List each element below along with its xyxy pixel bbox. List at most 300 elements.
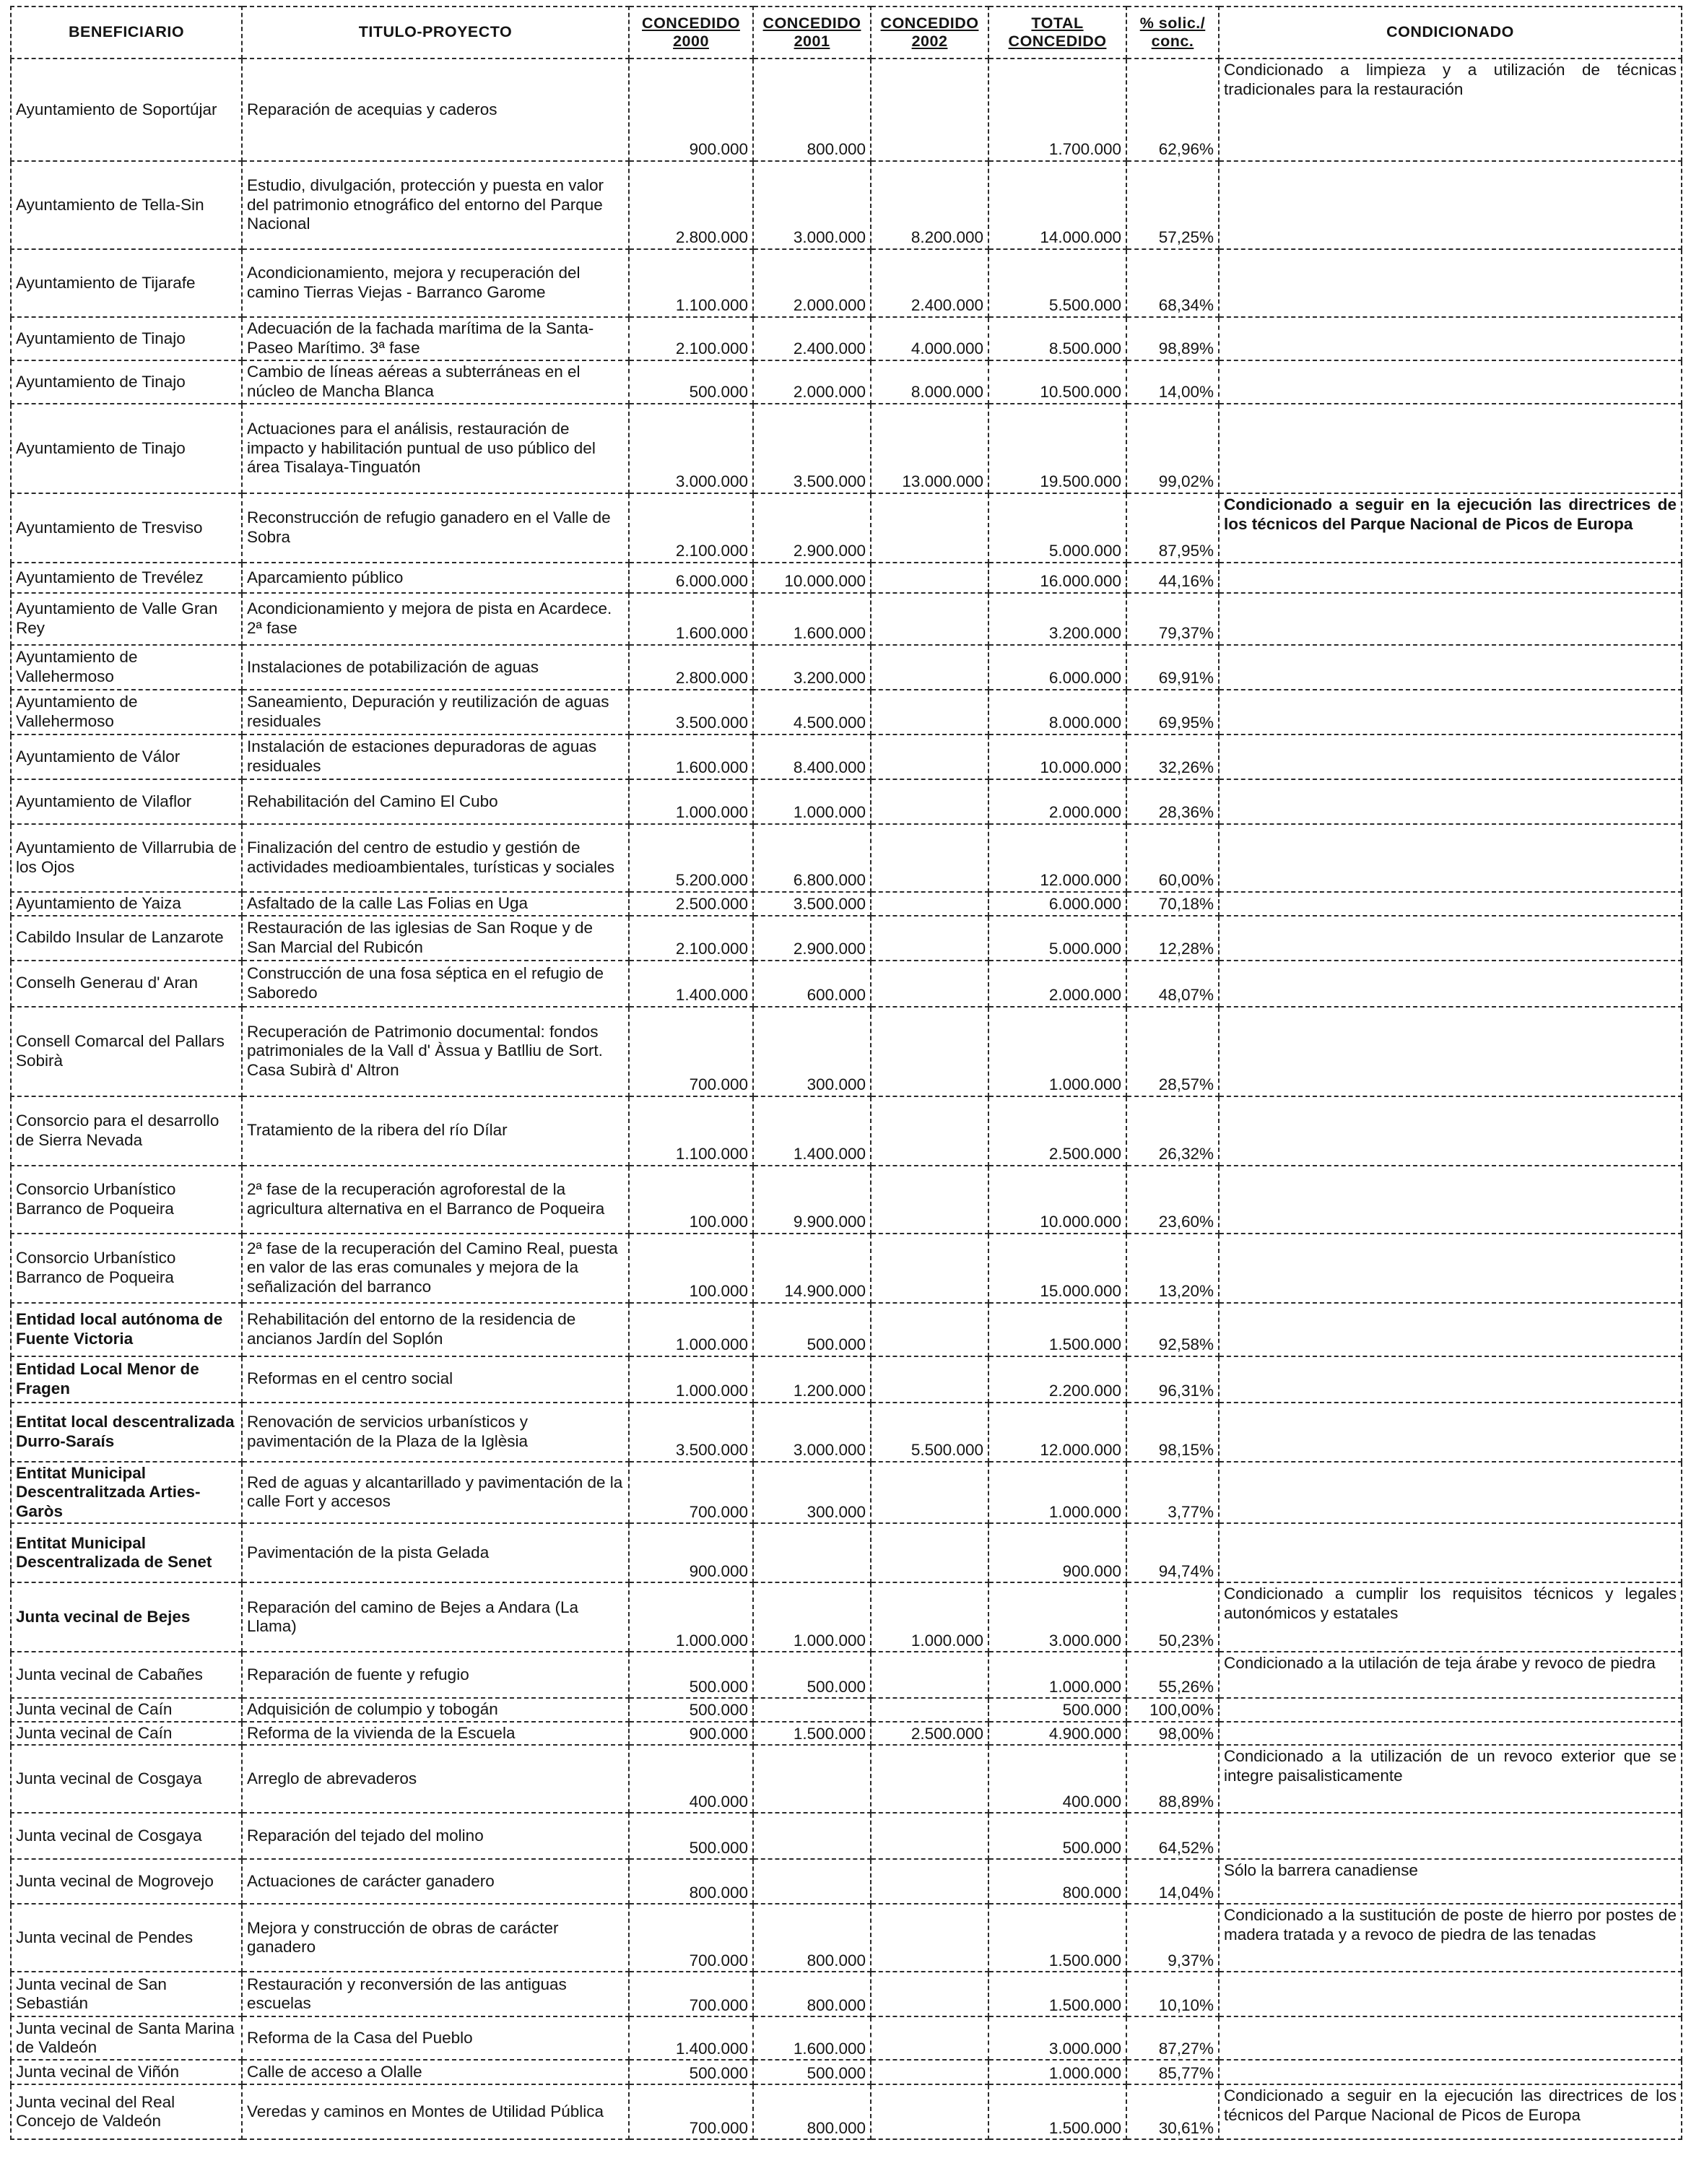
cell-titulo: Pavimentación de la pista Gelada <box>242 1523 629 1582</box>
cell-concedido-2001 <box>753 1859 871 1904</box>
cell-beneficiario: Junta vecinal de Cosgaya <box>11 1813 242 1859</box>
cell-total-concedido: 10.000.000 <box>988 734 1126 779</box>
cell-condicionado <box>1219 824 1682 892</box>
cell-concedido-2000: 700.000 <box>629 1904 753 1972</box>
cell-pct-solic: 64,52% <box>1126 1813 1219 1859</box>
cell-pct-solic: 26,32% <box>1126 1096 1219 1166</box>
table-row <box>11 404 1682 493</box>
cell-pct-solic: 98,15% <box>1126 1403 1219 1462</box>
table-row <box>11 1356 1682 1403</box>
cell-pct-solic: 13,20% <box>1126 1234 1219 1303</box>
cell-titulo: Asfaltado de la calle Las Folias en Uga <box>242 892 629 916</box>
cell-total-concedido: 15.000.000 <box>988 1234 1126 1303</box>
cell-concedido-2002 <box>871 1096 988 1166</box>
cell-concedido-2001: 800.000 <box>753 1904 871 1972</box>
cell-pct-solic: 68,34% <box>1126 249 1219 317</box>
cell-concedido-2000: 400.000 <box>629 1745 753 1813</box>
table-row <box>11 317 1682 360</box>
cell-titulo: Restauración de las iglesias de San Roque y de San Marcial del Rubicón <box>242 916 629 961</box>
cell-pct-solic: 98,00% <box>1126 1722 1219 1746</box>
cell-titulo: Reformas en el centro social <box>242 1356 629 1403</box>
cell-total-concedido: 5.000.000 <box>988 916 1126 961</box>
cell-concedido-2000: 700.000 <box>629 1007 753 1096</box>
table-row <box>11 645 1682 690</box>
cell-concedido-2000: 2.500.000 <box>629 892 753 916</box>
cell-concedido-2002 <box>871 1813 988 1859</box>
cell-concedido-2000: 1.600.000 <box>629 593 753 645</box>
cell-condicionado: Condicionado a la utilización de un revoco exterior que se integre paisalisticamente <box>1219 1745 1682 1813</box>
cell-condicionado: Condicionado a limpieza y a utilización de técnicas tradicionales para la restauración <box>1219 58 1682 161</box>
table-row <box>11 1859 1682 1904</box>
cell-pct-solic: 28,57% <box>1126 1007 1219 1096</box>
cell-total-concedido: 10.000.000 <box>988 1166 1126 1234</box>
cell-concedido-2000: 1.400.000 <box>629 961 753 1007</box>
cell-concedido-2000: 1.000.000 <box>629 1303 753 1356</box>
header-concedido-2000: CONCEDIDO 2000 <box>629 6 753 58</box>
header-total-concedido: TOTAL CONCEDIDO <box>988 6 1126 58</box>
cell-condicionado <box>1219 1096 1682 1166</box>
cell-pct-solic: 50,23% <box>1126 1582 1219 1652</box>
cell-pct-solic: 98,89% <box>1126 317 1219 360</box>
cell-beneficiario: Consorcio Urbanístico Barranco de Poqueira <box>11 1234 242 1303</box>
cell-concedido-2002 <box>871 493 988 563</box>
table-row <box>11 916 1682 961</box>
cell-concedido-2001 <box>753 1698 871 1722</box>
table-row <box>11 1303 1682 1356</box>
cell-condicionado: Condicionado a la utilación de teja árabe y revoco de piedra <box>1219 1652 1682 1698</box>
cell-condicionado <box>1219 593 1682 645</box>
cell-concedido-2002 <box>871 1234 988 1303</box>
cell-concedido-2000: 3.500.000 <box>629 1403 753 1462</box>
cell-titulo: Instalaciones de potabilización de aguas <box>242 645 629 690</box>
cell-pct-solic: 92,58% <box>1126 1303 1219 1356</box>
cell-concedido-2002: 2.400.000 <box>871 249 988 317</box>
cell-condicionado <box>1219 1007 1682 1096</box>
table-row <box>11 824 1682 892</box>
cell-concedido-2002 <box>871 916 988 961</box>
cell-condicionado <box>1219 1972 1682 2016</box>
cell-pct-solic: 23,60% <box>1126 1166 1219 1234</box>
cell-concedido-2000: 1.600.000 <box>629 734 753 779</box>
cell-condicionado: Condicionado a cumplir los requisitos técnicos y legales autonómicos y estatales <box>1219 1582 1682 1652</box>
cell-concedido-2002 <box>871 645 988 690</box>
cell-beneficiario: Junta vecinal de Caín <box>11 1698 242 1722</box>
cell-titulo: Reparación del camino de Bejes a Andara (La Llama) <box>242 1582 629 1652</box>
cell-beneficiario: Ayuntamiento de Tinajo <box>11 404 242 493</box>
cell-titulo: Reparación de fuente y refugio <box>242 1652 629 1698</box>
cell-beneficiario: Ayuntamiento de Tijarafe <box>11 249 242 317</box>
cell-titulo: Aparcamiento público <box>242 563 629 593</box>
cell-condicionado <box>1219 161 1682 249</box>
cell-concedido-2000: 500.000 <box>629 1652 753 1698</box>
cell-condicionado <box>1219 1462 1682 1524</box>
cell-concedido-2001: 1.600.000 <box>753 2016 871 2060</box>
cell-concedido-2002: 8.000.000 <box>871 360 988 404</box>
cell-concedido-2002 <box>871 1652 988 1698</box>
cell-concedido-2002 <box>871 779 988 824</box>
table-row <box>11 1813 1682 1859</box>
cell-concedido-2001: 1.200.000 <box>753 1356 871 1403</box>
cell-concedido-2002 <box>871 2084 988 2139</box>
cell-concedido-2002 <box>871 2016 988 2060</box>
cell-beneficiario: Ayuntamiento de Vallehermoso <box>11 645 242 690</box>
cell-beneficiario: Entitat local descentralizada Durro-Saraís <box>11 1403 242 1462</box>
cell-titulo: Instalación de estaciones depuradoras de aguas residuales <box>242 734 629 779</box>
cell-pct-solic: 3,77% <box>1126 1462 1219 1524</box>
cell-concedido-2000: 100.000 <box>629 1234 753 1303</box>
cell-titulo: Reconstrucción de refugio ganadero en el Valle de Sobra <box>242 493 629 563</box>
cell-concedido-2001: 600.000 <box>753 961 871 1007</box>
cell-beneficiario: Junta vecinal de Viñón <box>11 2060 242 2084</box>
cell-total-concedido: 2.500.000 <box>988 1096 1126 1166</box>
cell-total-concedido: 1.500.000 <box>988 1303 1126 1356</box>
cell-beneficiario: Junta vecinal de Santa Marina de Valdeón <box>11 2016 242 2060</box>
table-row <box>11 2060 1682 2084</box>
grant-rows <box>11 58 1682 2139</box>
header-beneficiario: BENEFICIARIO <box>11 6 242 58</box>
cell-concedido-2002 <box>871 563 988 593</box>
cell-concedido-2002 <box>871 58 988 161</box>
table-row <box>11 1166 1682 1234</box>
grant-table <box>10 6 1682 2140</box>
cell-titulo: Adquisición de columpio y tobogán <box>242 1698 629 1722</box>
table-row <box>11 58 1682 161</box>
cell-concedido-2001: 800.000 <box>753 2084 871 2139</box>
cell-concedido-2001: 300.000 <box>753 1007 871 1096</box>
cell-beneficiario: Entidad local autónoma de Fuente Victoria <box>11 1303 242 1356</box>
cell-condicionado: Condicionado a la sustitución de poste de hierro por postes de madera tratada y a revoco de piedra de las tenadas <box>1219 1904 1682 1972</box>
cell-titulo: Red de aguas y alcantarillado y pavimentación de la calle Fort y accesos <box>242 1462 629 1524</box>
cell-titulo: Actuaciones para el análisis, restauración de impacto y habilitación puntual de uso público del área Tisalaya-Tinguatón <box>242 404 629 493</box>
cell-titulo: Recuperación de Patrimonio documental: fondos patrimoniales de la Vall d' Àssua y Batlliu de Sort. Casa Subirà d' Altron <box>242 1007 629 1096</box>
cell-total-concedido: 1.700.000 <box>988 58 1126 161</box>
cell-concedido-2002: 13.000.000 <box>871 404 988 493</box>
cell-total-concedido: 10.500.000 <box>988 360 1126 404</box>
table-row <box>11 1745 1682 1813</box>
table-row <box>11 1698 1682 1722</box>
cell-titulo: Rehabilitación del entorno de la residencia de ancianos Jardín del Soplón <box>242 1303 629 1356</box>
table-row <box>11 2016 1682 2060</box>
cell-titulo: Reparación del tejado del molino <box>242 1813 629 1859</box>
header-condicionado: CONDICIONADO <box>1219 6 1682 58</box>
cell-concedido-2001: 3.000.000 <box>753 161 871 249</box>
cell-concedido-2002: 1.000.000 <box>871 1582 988 1652</box>
cell-pct-solic: 60,00% <box>1126 824 1219 892</box>
cell-total-concedido: 500.000 <box>988 1813 1126 1859</box>
cell-beneficiario: Entitat Municipal Descentralitzada Arties-Garòs <box>11 1462 242 1524</box>
cell-titulo: Saneamiento, Depuración y reutilización de aguas residuales <box>242 690 629 734</box>
cell-total-concedido: 1.000.000 <box>988 2060 1126 2084</box>
cell-concedido-2001: 2.000.000 <box>753 249 871 317</box>
cell-condicionado <box>1219 779 1682 824</box>
cell-concedido-2001: 1.400.000 <box>753 1096 871 1166</box>
cell-titulo: Renovación de servicios urbanísticos y pavimentación de la Plaza de la Iglèsia <box>242 1403 629 1462</box>
cell-concedido-2001: 1.600.000 <box>753 593 871 645</box>
table-row <box>11 892 1682 916</box>
header-concedido-2001: CONCEDIDO 2001 <box>753 6 871 58</box>
cell-concedido-2002 <box>871 593 988 645</box>
cell-total-concedido: 5.000.000 <box>988 493 1126 563</box>
table-row <box>11 1652 1682 1698</box>
cell-concedido-2002 <box>871 2060 988 2084</box>
cell-condicionado <box>1219 1523 1682 1582</box>
cell-concedido-2000: 100.000 <box>629 1166 753 1234</box>
cell-concedido-2001: 3.000.000 <box>753 1403 871 1462</box>
cell-concedido-2000: 2.800.000 <box>629 161 753 249</box>
cell-pct-solic: 14,00% <box>1126 360 1219 404</box>
header-concedido-2002: CONCEDIDO 2002 <box>871 6 988 58</box>
cell-condicionado <box>1219 1403 1682 1462</box>
table-row <box>11 1462 1682 1524</box>
cell-titulo: 2ª fase de la recuperación agroforestal de la agricultura alternativa en el Barranco de Poqueira <box>242 1166 629 1234</box>
cell-beneficiario: Junta vecinal de Mogrovejo <box>11 1859 242 1904</box>
cell-pct-solic: 70,18% <box>1126 892 1219 916</box>
cell-titulo: Actuaciones de carácter ganadero <box>242 1859 629 1904</box>
table-row <box>11 734 1682 779</box>
cell-beneficiario: Ayuntamiento de Tinajo <box>11 360 242 404</box>
table-row <box>11 1096 1682 1166</box>
cell-pct-solic: 79,37% <box>1126 593 1219 645</box>
cell-total-concedido: 3.000.000 <box>988 1582 1126 1652</box>
cell-beneficiario: Junta vecinal de Bejes <box>11 1582 242 1652</box>
cell-concedido-2002 <box>871 892 988 916</box>
table-row <box>11 1523 1682 1582</box>
cell-beneficiario: Consell Comarcal del Pallars Sobirà <box>11 1007 242 1096</box>
cell-total-concedido: 1.500.000 <box>988 1904 1126 1972</box>
cell-beneficiario: Ayuntamiento de Válor <box>11 734 242 779</box>
cell-concedido-2002: 4.000.000 <box>871 317 988 360</box>
cell-condicionado: Sólo la barrera canadiense <box>1219 1859 1682 1904</box>
cell-condicionado <box>1219 645 1682 690</box>
cell-condicionado <box>1219 249 1682 317</box>
cell-total-concedido: 2.000.000 <box>988 779 1126 824</box>
cell-concedido-2002 <box>871 1523 988 1582</box>
cell-pct-solic: 57,25% <box>1126 161 1219 249</box>
cell-concedido-2001: 3.500.000 <box>753 404 871 493</box>
cell-pct-solic: 30,61% <box>1126 2084 1219 2139</box>
cell-titulo: Acondicionamiento y mejora de pista en Acardece. 2ª fase <box>242 593 629 645</box>
cell-pct-solic: 94,74% <box>1126 1523 1219 1582</box>
cell-concedido-2000: 2.100.000 <box>629 317 753 360</box>
cell-total-concedido: 1.000.000 <box>988 1007 1126 1096</box>
table-row <box>11 1904 1682 1972</box>
cell-condicionado <box>1219 404 1682 493</box>
header-pct-solic: % solic./ conc. <box>1126 6 1219 58</box>
grant-table-sheet <box>10 6 1681 2140</box>
cell-concedido-2001: 6.800.000 <box>753 824 871 892</box>
cell-beneficiario: Entidad Local Menor de Fragen <box>11 1356 242 1403</box>
cell-total-concedido: 1.500.000 <box>988 1972 1126 2016</box>
cell-concedido-2002 <box>871 1007 988 1096</box>
cell-concedido-2000: 900.000 <box>629 1523 753 1582</box>
cell-concedido-2000: 500.000 <box>629 1813 753 1859</box>
cell-total-concedido: 6.000.000 <box>988 645 1126 690</box>
cell-condicionado: Condicionado a seguir en la ejecución las directrices de los técnicos del Parque Nacional de Picos de Europa <box>1219 493 1682 563</box>
cell-condicionado <box>1219 2016 1682 2060</box>
cell-concedido-2000: 1.100.000 <box>629 1096 753 1166</box>
cell-titulo: Construcción de una fosa séptica en el refugio de Saboredo <box>242 961 629 1007</box>
cell-beneficiario: Ayuntamiento de Vilaflor <box>11 779 242 824</box>
cell-concedido-2000: 500.000 <box>629 360 753 404</box>
cell-concedido-2002 <box>871 690 988 734</box>
cell-total-concedido: 12.000.000 <box>988 824 1126 892</box>
cell-concedido-2002 <box>871 734 988 779</box>
table-row <box>11 593 1682 645</box>
cell-total-concedido: 14.000.000 <box>988 161 1126 249</box>
cell-concedido-2001: 1.500.000 <box>753 1722 871 1746</box>
cell-condicionado <box>1219 690 1682 734</box>
cell-condicionado <box>1219 563 1682 593</box>
cell-titulo: Acondicionamiento, mejora y recuperación del camino Tierras Viejas - Barranco Garome <box>242 249 629 317</box>
cell-beneficiario: Ayuntamiento de Villarrubia de los Ojos <box>11 824 242 892</box>
cell-concedido-2001: 1.000.000 <box>753 1582 871 1652</box>
cell-beneficiario: Junta vecinal de Cosgaya <box>11 1745 242 1813</box>
table-row <box>11 1582 1682 1652</box>
cell-pct-solic: 55,26% <box>1126 1652 1219 1698</box>
table-row <box>11 1722 1682 1746</box>
cell-beneficiario: Consorcio Urbanístico Barranco de Poqueira <box>11 1166 242 1234</box>
cell-beneficiario: Consorcio para el desarrollo de Sierra Nevada <box>11 1096 242 1166</box>
cell-concedido-2000: 500.000 <box>629 1698 753 1722</box>
cell-titulo: 2ª fase de la recuperación del Camino Real, puesta en valor de las eras comunales y mejora de la señalización del barranco <box>242 1234 629 1303</box>
cell-total-concedido: 400.000 <box>988 1745 1126 1813</box>
cell-concedido-2001: 2.900.000 <box>753 916 871 961</box>
cell-pct-solic: 69,91% <box>1126 645 1219 690</box>
cell-concedido-2002 <box>871 1462 988 1524</box>
cell-pct-solic: 10,10% <box>1126 1972 1219 2016</box>
cell-total-concedido: 16.000.000 <box>988 563 1126 593</box>
cell-beneficiario: Entitat Municipal Descentralizada de Senet <box>11 1523 242 1582</box>
cell-beneficiario: Junta vecinal de Cabañes <box>11 1652 242 1698</box>
cell-concedido-2001: 800.000 <box>753 1972 871 2016</box>
cell-total-concedido: 3.000.000 <box>988 2016 1126 2060</box>
table-row <box>11 690 1682 734</box>
cell-pct-solic: 100,00% <box>1126 1698 1219 1722</box>
cell-condicionado <box>1219 1166 1682 1234</box>
cell-concedido-2000: 6.000.000 <box>629 563 753 593</box>
table-row <box>11 961 1682 1007</box>
cell-condicionado <box>1219 317 1682 360</box>
cell-condicionado <box>1219 1722 1682 1746</box>
cell-concedido-2001 <box>753 1813 871 1859</box>
cell-pct-solic: 87,27% <box>1126 2016 1219 2060</box>
table-row <box>11 563 1682 593</box>
cell-concedido-2002 <box>871 1745 988 1813</box>
header-row <box>11 6 1682 58</box>
cell-concedido-2000: 900.000 <box>629 58 753 161</box>
cell-concedido-2002: 8.200.000 <box>871 161 988 249</box>
cell-condicionado <box>1219 1234 1682 1303</box>
cell-concedido-2002 <box>871 1166 988 1234</box>
cell-beneficiario: Ayuntamiento de Valle Gran Rey <box>11 593 242 645</box>
cell-total-concedido: 1.000.000 <box>988 1462 1126 1524</box>
cell-concedido-2002 <box>871 1698 988 1722</box>
cell-concedido-2001: 2.000.000 <box>753 360 871 404</box>
cell-titulo: Calle de acceso a Olalle <box>242 2060 629 2084</box>
cell-beneficiario: Ayuntamiento de Vallehermoso <box>11 690 242 734</box>
cell-beneficiario: Ayuntamiento de Soportújar <box>11 58 242 161</box>
cell-concedido-2002 <box>871 1859 988 1904</box>
cell-concedido-2001: 800.000 <box>753 58 871 161</box>
cell-concedido-2001: 14.900.000 <box>753 1234 871 1303</box>
cell-titulo: Adecuación de la fachada marítima de la Santa-Paseo Marítimo. 3ª fase <box>242 317 629 360</box>
cell-beneficiario: Junta vecinal del Real Concejo de Valdeón <box>11 2084 242 2139</box>
cell-pct-solic: 99,02% <box>1126 404 1219 493</box>
cell-concedido-2002 <box>871 1356 988 1403</box>
cell-condicionado <box>1219 1698 1682 1722</box>
cell-titulo: Reparación de acequias y caderos <box>242 58 629 161</box>
cell-condicionado <box>1219 2060 1682 2084</box>
cell-total-concedido: 4.900.000 <box>988 1722 1126 1746</box>
cell-titulo: Veredas y caminos en Montes de Utilidad Pública <box>242 2084 629 2139</box>
cell-titulo: Restauración y reconversión de las antiguas escuelas <box>242 1972 629 2016</box>
cell-concedido-2000: 700.000 <box>629 1972 753 2016</box>
cell-concedido-2000: 1.000.000 <box>629 1582 753 1652</box>
cell-condicionado <box>1219 1356 1682 1403</box>
cell-concedido-2001: 10.000.000 <box>753 563 871 593</box>
cell-total-concedido: 900.000 <box>988 1523 1126 1582</box>
cell-beneficiario: Ayuntamiento de Tella-Sin <box>11 161 242 249</box>
cell-pct-solic: 88,89% <box>1126 1745 1219 1813</box>
table-row <box>11 1007 1682 1096</box>
table-row <box>11 2084 1682 2139</box>
cell-pct-solic: 87,95% <box>1126 493 1219 563</box>
cell-condicionado <box>1219 1813 1682 1859</box>
cell-condicionado <box>1219 916 1682 961</box>
cell-concedido-2001: 300.000 <box>753 1462 871 1524</box>
cell-concedido-2000: 3.000.000 <box>629 404 753 493</box>
table-row <box>11 1972 1682 2016</box>
cell-pct-solic: 48,07% <box>1126 961 1219 1007</box>
cell-beneficiario: Cabildo Insular de Lanzarote <box>11 916 242 961</box>
cell-condicionado <box>1219 734 1682 779</box>
cell-concedido-2001: 1.000.000 <box>753 779 871 824</box>
cell-beneficiario: Junta vecinal de San Sebastián <box>11 1972 242 2016</box>
cell-pct-solic: 69,95% <box>1126 690 1219 734</box>
cell-beneficiario: Ayuntamiento de Trevélez <box>11 563 242 593</box>
table-row <box>11 1234 1682 1303</box>
cell-pct-solic: 44,16% <box>1126 563 1219 593</box>
cell-total-concedido: 8.500.000 <box>988 317 1126 360</box>
cell-titulo: Estudio, divulgación, protección y puesta en valor del patrimonio etnográfico del entorno del Parque Nacional <box>242 161 629 249</box>
cell-concedido-2001 <box>753 1745 871 1813</box>
cell-titulo: Arreglo de abrevaderos <box>242 1745 629 1813</box>
cell-beneficiario: Ayuntamiento de Yaiza <box>11 892 242 916</box>
cell-pct-solic: 28,36% <box>1126 779 1219 824</box>
cell-concedido-2000: 900.000 <box>629 1722 753 1746</box>
cell-concedido-2001: 2.900.000 <box>753 493 871 563</box>
cell-concedido-2001: 3.500.000 <box>753 892 871 916</box>
cell-pct-solic: 85,77% <box>1126 2060 1219 2084</box>
cell-pct-solic: 32,26% <box>1126 734 1219 779</box>
cell-concedido-2001: 3.200.000 <box>753 645 871 690</box>
cell-concedido-2002 <box>871 961 988 1007</box>
cell-concedido-2000: 700.000 <box>629 1462 753 1524</box>
cell-concedido-2000: 700.000 <box>629 2084 753 2139</box>
cell-concedido-2000: 1.400.000 <box>629 2016 753 2060</box>
cell-concedido-2001: 9.900.000 <box>753 1166 871 1234</box>
cell-condicionado <box>1219 892 1682 916</box>
cell-concedido-2001: 500.000 <box>753 2060 871 2084</box>
cell-beneficiario: Ayuntamiento de Tinajo <box>11 317 242 360</box>
header-titulo: TITULO-PROYECTO <box>242 6 629 58</box>
cell-concedido-2002 <box>871 824 988 892</box>
cell-condicionado <box>1219 360 1682 404</box>
cell-concedido-2000: 500.000 <box>629 2060 753 2084</box>
cell-beneficiario: Junta vecinal de Pendes <box>11 1904 242 1972</box>
cell-concedido-2000: 2.100.000 <box>629 916 753 961</box>
cell-concedido-2001: 8.400.000 <box>753 734 871 779</box>
